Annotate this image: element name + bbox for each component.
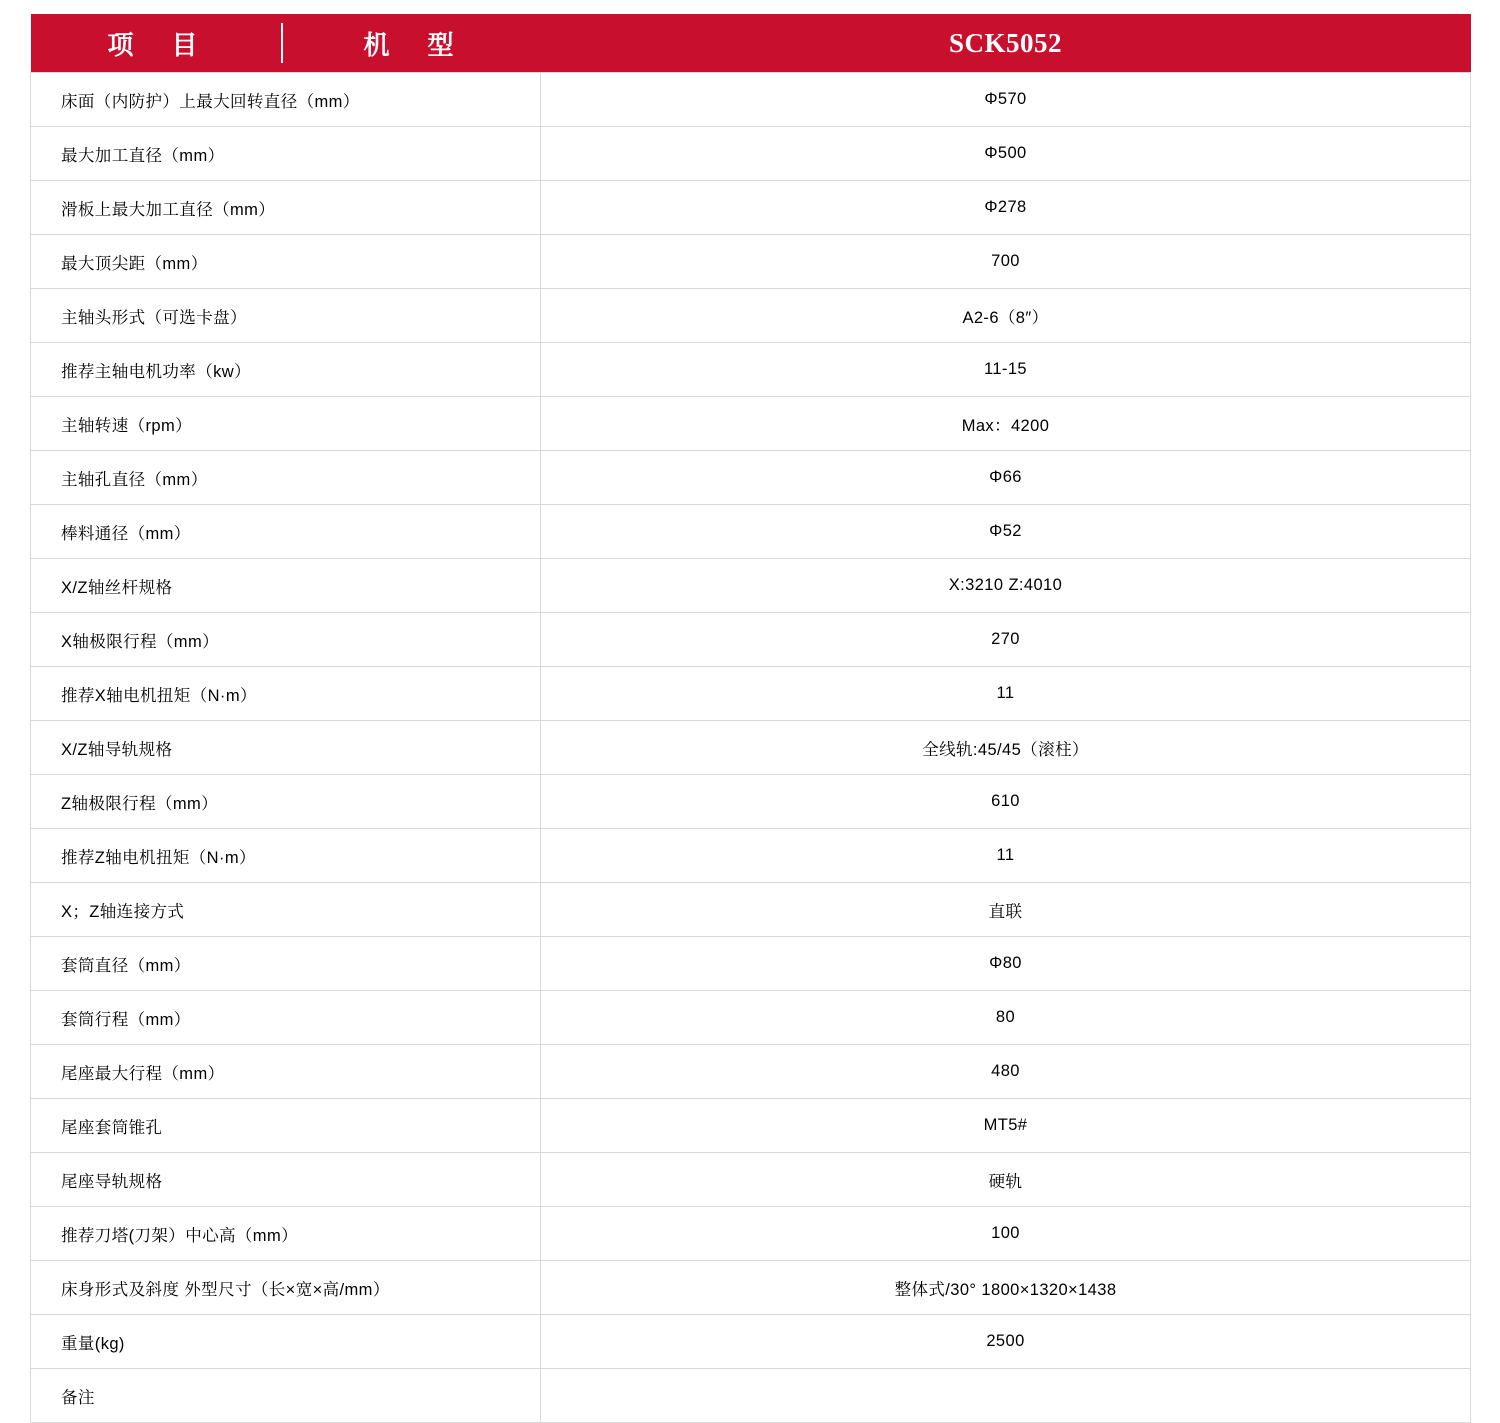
row-item-label: 滑板上最大加工直径（mm） <box>31 181 541 235</box>
row-item-value: Max：4200 <box>541 397 1471 451</box>
row-item-value: Φ500 <box>541 127 1471 181</box>
row-item-label: 尾座套筒锥孔 <box>31 1099 541 1153</box>
table-row <box>31 235 1471 289</box>
row-item-value: 270 <box>541 613 1471 667</box>
row-item-value: 11-15 <box>541 343 1471 397</box>
row-item-value: Φ570 <box>541 73 1471 127</box>
row-item-label: 推荐X轴电机扭矩（N·m） <box>31 667 541 721</box>
row-item-value: X:3210 Z:4010 <box>541 559 1471 613</box>
row-item-label: 床面（内防护）上最大回转直径（mm） <box>31 73 541 127</box>
row-item-label: 主轴孔直径（mm） <box>31 451 541 505</box>
row-item-label: 主轴头形式（可选卡盘） <box>31 289 541 343</box>
row-item-label: 套筒行程（mm） <box>31 991 541 1045</box>
table-row <box>31 667 1471 721</box>
row-item-label: 主轴转速（rpm） <box>31 397 541 451</box>
row-item-label: 推荐刀塔(刀架）中心高（mm） <box>31 1207 541 1261</box>
table-row <box>31 451 1471 505</box>
row-item-value: Φ66 <box>541 451 1471 505</box>
table-row <box>31 613 1471 667</box>
table-row <box>31 181 1471 235</box>
row-item-value: 100 <box>541 1207 1471 1261</box>
table-row <box>31 721 1471 775</box>
row-item-label: 最大顶尖距（mm） <box>31 235 541 289</box>
row-item-label: X轴极限行程（mm） <box>31 613 541 667</box>
table-row <box>31 559 1471 613</box>
table-row <box>31 1315 1471 1369</box>
row-item-value: 2500 <box>541 1315 1471 1369</box>
row-item-label: 套筒直径（mm） <box>31 937 541 991</box>
table-row <box>31 937 1471 991</box>
row-item-label: Z轴极限行程（mm） <box>31 775 541 829</box>
table-row <box>31 505 1471 559</box>
table-row <box>31 1153 1471 1207</box>
row-item-value: 700 <box>541 235 1471 289</box>
row-item-value: 480 <box>541 1045 1471 1099</box>
table-row <box>31 829 1471 883</box>
row-item-value: 80 <box>541 991 1471 1045</box>
table-row <box>31 289 1471 343</box>
row-item-label: 最大加工直径（mm） <box>31 127 541 181</box>
header-label-model-type: 机 型 <box>363 30 460 60</box>
table-row <box>31 73 1471 127</box>
row-item-label: X/Z轴导轨规格 <box>31 721 541 775</box>
table-row <box>31 1045 1471 1099</box>
table-row <box>31 1207 1471 1261</box>
row-item-value: 11 <box>541 667 1471 721</box>
table-row <box>31 1099 1471 1153</box>
table-row <box>31 775 1471 829</box>
table-row <box>31 1261 1471 1315</box>
table-row <box>31 883 1471 937</box>
header-label-item: 项 目 <box>107 30 204 60</box>
row-item-value: 610 <box>541 775 1471 829</box>
row-item-label: X；Z轴连接方式 <box>31 883 541 937</box>
header-cell-model: SCK5052 <box>541 14 1471 73</box>
table-row <box>31 397 1471 451</box>
row-item-value: 整体式/30° 1800×1320×1438 <box>541 1261 1471 1315</box>
table-row <box>31 1369 1471 1423</box>
row-item-label: 尾座最大行程（mm） <box>31 1045 541 1099</box>
row-item-value: 硬轨 <box>541 1153 1471 1207</box>
row-item-value: 全线轨:45/45（滚柱） <box>541 721 1471 775</box>
row-item-value: Φ52 <box>541 505 1471 559</box>
row-item-label: 重量(kg) <box>31 1315 541 1369</box>
table-row <box>31 991 1471 1045</box>
row-item-label: 棒料通径（mm） <box>31 505 541 559</box>
table-row <box>31 343 1471 397</box>
row-item-label: 推荐Z轴电机扭矩（N·m） <box>31 829 541 883</box>
table-header <box>31 14 1471 73</box>
row-item-label: 床身形式及斜度 外型尺寸（长×宽×高/mm） <box>31 1261 541 1315</box>
row-item-value: 直联 <box>541 883 1471 937</box>
header-row <box>31 14 1471 73</box>
row-item-label: X/Z轴丝杆规格 <box>31 559 541 613</box>
row-item-label: 推荐主轴电机功率（kw） <box>31 343 541 397</box>
row-item-value: MT5# <box>541 1099 1471 1153</box>
table-row <box>31 127 1471 181</box>
row-item-label: 尾座导轨规格 <box>31 1153 541 1207</box>
specification-table <box>30 14 1471 1423</box>
row-item-value: 11 <box>541 829 1471 883</box>
header-cell-item <box>31 14 541 73</box>
row-item-label: 备注 <box>31 1369 541 1423</box>
row-item-value: Φ80 <box>541 937 1471 991</box>
table-body <box>31 73 1471 1423</box>
row-item-value: A2-6（8″） <box>541 289 1471 343</box>
row-item-value <box>541 1369 1471 1423</box>
row-item-value: Φ278 <box>541 181 1471 235</box>
